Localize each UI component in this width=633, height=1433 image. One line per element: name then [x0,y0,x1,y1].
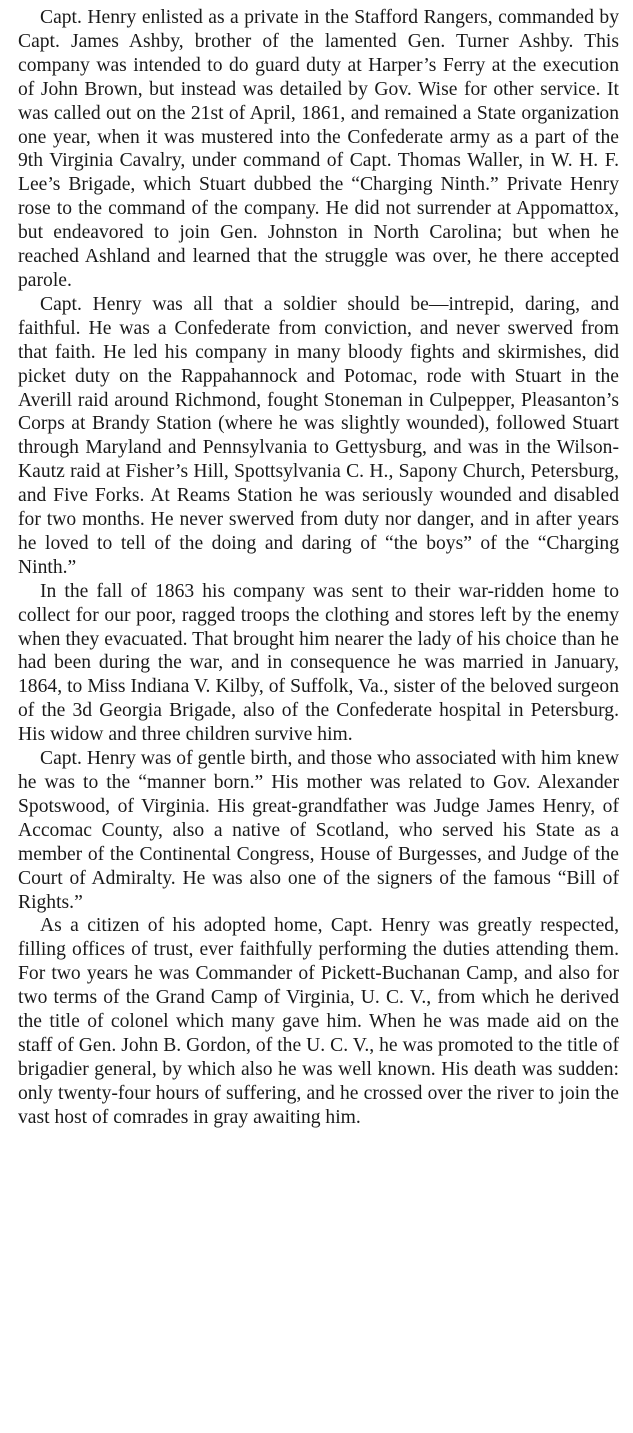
paragraph-civic-life: As a citizen of his adopted home, Capt. Henry was greatly respected, filling offices of trust, ever faithfully performing the duties attending them. For two years he was Commander of Pickett-Buchanan Camp, and also for two terms of the Grand Camp of Virginia, U. C. V., from which he derived the title of colonel which many gave him. When he was made aid on the staff of Gen. John B. Gordon, of the U. C. V., he was promoted to the title of brigadier general, by which also he was well known. His death was sudden: only twenty-four hours of suffering, and he crossed over the river to join the vast host of comrades in gray awaiting him. [18,915,619,1128]
paragraph-enlistment: Capt. Henry enlisted as a private in the Stafford Rangers, commanded by Capt. James Ashby, brother of the lamented Gen. Turner Ashby. This company was intended to do guard duty at Harper’s Ferry at the execution of John Brown, but instead was detailed by Gov. Wise for other service. It was called out on the 21st of April, 1861, and remained a State organization one year, when it was mustered into the Confederate army as a part of the 9th Virginia Cavalry, under command of Capt. Thomas Waller, in W. H. F. Lee’s Brigade, which Stuart dubbed the “Charging Ninth.” Private Henry rose to the command of the company. He did not surrender at Appomattox, but endeavored to join Gen. Johnston in North Carolina; but when he reached Ashland and learned that the struggle was over, he there accepted parole. [18,7,619,291]
paragraph-ancestry: Capt. Henry was of gentle birth, and those who associated with him knew he was to the “manner born.” His mother was related to Gov. Alexander Spotswood, of Virginia. His great-grandfather was Judge James Henry, of Accomac County, also a native of Scotland, who served his State as a member of the Continental Congress, House of Burgesses, and Judge of the Court of Admiralty. He was also one of the signers of the famous “Bill of Rights.” [18,748,619,913]
paragraph-marriage: In the fall of 1863 his company was sent to their war-ridden home to collect for our poor, ragged troops the clothing and stores left by the enemy when they evacuated. That brought him nearer the lady of his choice than he had been during the war, and in consequence he was married in January, 1864, to Miss Indiana V. Kilby, of Suffolk, Va., sister of the beloved surgeon of the 3d Georgia Brigade, also of the Confederate hospital in Petersburg. His widow and three children survive him. [18,580,619,746]
paragraph-service-record: Capt. Henry was all that a soldier should be—intrepid, daring, and faithful. He was a Confederate from conviction, and never swerved from that faith. He led his company in many bloody fights and skirmishes, did picket duty on the Rappahannock and Potomac, rode with Stuart in the Averill raid around Richmond, fought Stoneman in Culpepper, Pleasanton’s Corps at Brandy Station (where he was slightly wounded), followed Stuart through Maryland and Pennsylvania to Gettysburg, and was in the Wilson-Kautz raid at Fisher’s Hill, Spottsylvania C. H., Sapony Church, Petersburg, and Five Forks. At Reams Station he was seriously wounded and disabled for two months. He never swerved from duty nor danger, and in after years he loved to tell of the doing and daring of “the boys” of the “Charging Ninth.” [18,293,619,578]
